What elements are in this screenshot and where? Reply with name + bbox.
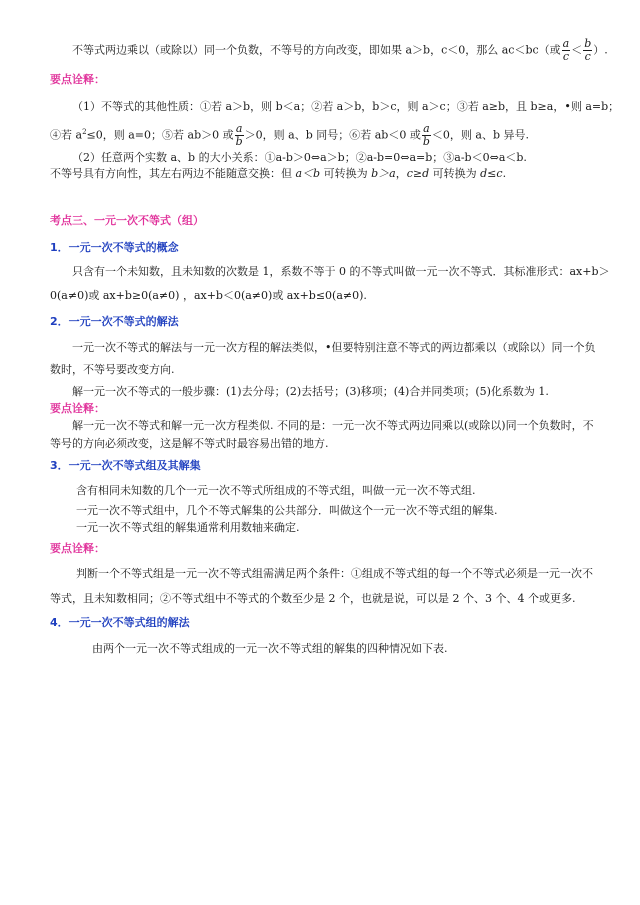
system-line-2: 一元一次不等式组中，几个不等式解集的公共部分．叫做这个一元一次不等式组的解集. bbox=[76, 504, 498, 517]
subsection-3-title: 3．一元一次不等式组及其解集 bbox=[50, 459, 201, 472]
system-line-1: 含有相同未知数的几个一元一次不等式所组成的不等式组，叫做一元一次不等式组. bbox=[76, 484, 476, 497]
fraction-a-over-b-2: $\frac{a}{b}$ bbox=[422, 122, 430, 148]
concept-line-1: 只含有一个未知数，且未知数的次数是 1，系数不等于 0 的不等式叫做一元一次不等式．其标准形式：ax+b＞ bbox=[72, 265, 610, 278]
method-line-2: 数时，不等号要改变方向. bbox=[50, 363, 175, 376]
direction-line: 不等号具有方向性，其左右两边不能随意交换：但 a＜b 可转换为 b＞a，c≥d 可转换为 d≤c. bbox=[50, 167, 507, 180]
note-heading-1: 要点诠释： bbox=[50, 73, 105, 86]
section-three-title: 考点三、一元一次不等式（组） bbox=[50, 214, 204, 227]
fraction-a-over-b: $\frac{a}{b}$ bbox=[235, 122, 243, 148]
subsection-4-title: 4．一元一次不等式组的解法 bbox=[50, 616, 190, 629]
note-heading-3: 要点诠释： bbox=[50, 542, 105, 555]
subsection-1-title: 1．一元一次不等式的概念 bbox=[50, 241, 179, 254]
note-heading-2: 要点诠释： bbox=[50, 402, 105, 415]
solution-intro-line: 由两个一元一次不等式组成的一元一次不等式组的解集的四种情况如下表. bbox=[92, 642, 448, 655]
method-line-1: 一元一次不等式的解法与一元一次方程的解法类似，•但要特别注意不等式的两边都乘以（或除以）同一个负 bbox=[72, 341, 596, 354]
other-properties-line: （1）不等式的其他性质：①若 a＞b，则 b＜a；②若 a＞b，b＞c，则 a＞c；③若 a≥b，且 b≥a，•则 a=b； bbox=[72, 100, 620, 113]
properties-line-2: ④若 $a^2\le 0$，则 a=0；⑤若 ab＞0 或 $\frac{a}{b}$ ＞0，则 a、b 同号；⑥若 ab＜0 或 $\frac{a}{b}$ ＜0，则 a、b 异号. bbox=[50, 122, 529, 148]
system-line-3: 一元一次不等式组的解集通常利用数轴来确定. bbox=[76, 521, 300, 534]
subsection-2-title: 2．一元一次不等式的解法 bbox=[50, 315, 179, 328]
note3-line-1: 判断一个不等式组是一元一次不等式组需满足两个条件：①组成不等式组的每一个不等式必须是一元一次不 bbox=[76, 567, 593, 580]
note2-line-2: 等号的方向必须改变，这是解不等式时最容易出错的地方. bbox=[50, 437, 329, 450]
method-steps-line: 解一元一次不等式的一般步骤：(1)去分母；(2)去括号；(3)移项；(4)合并同类项；(5)化系数为 1. bbox=[72, 385, 549, 398]
fraction-a-over-c: $\frac{a}{c}$ bbox=[562, 37, 570, 63]
concept-line-2: 0(a≠0)或 ax+b≥0(a≠0) ，ax+b＜0(a≠0)或 ax+b≤0(a≠0). bbox=[50, 289, 367, 302]
property-negative-multiplier: 不等式两边乘以（或除以）同一个负数，不等号的方向改变，即如果 a＞b，c＜0，那么 ac＜bc（或 $\frac{a}{c}$ ＜ $\frac{b}{c}$ ）. bbox=[72, 37, 608, 63]
fraction-b-over-c: $\frac{b}{c}$ bbox=[584, 37, 592, 63]
size-relation-line: （2）任意两个实数 a、b 的大小关系：①a-b＞0⇔a＞b；②a-b=0⇔a=b；③a-b＜0⇔a＜b. bbox=[72, 151, 527, 164]
note2-line-1: 解一元一次不等式和解一元一次方程类似. 不同的是：一元一次不等式两边同乘以(或除以)同一个负数时，不 bbox=[72, 419, 594, 432]
note3-line-2: 等式，且未知数相同；②不等式组中不等式的个数至少是 2 个，也就是说，可以是 2 个、3 个、4 个或更多. bbox=[50, 592, 576, 605]
